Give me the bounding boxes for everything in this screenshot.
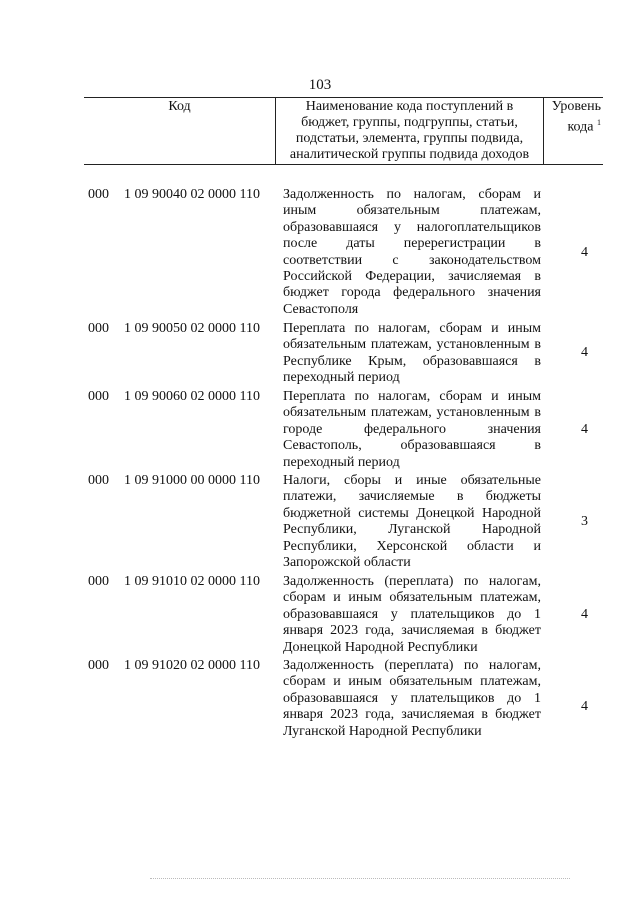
revenue-name: Переплата по налогам, сборам и иным обязательным платежам, установленным в городе федерального значения Севастополь, образовавшаяся в переходный период — [283, 389, 541, 470]
revenue-code: 1 09 91020 02 0000 110 — [124, 658, 260, 673]
revenue-name: Налоги, сборы и иные обязательные платежи, зачисляемые в бюджеты бюджетной системы Донецкой Народной Республики, Луганской Народной Республики, Херсонской области и Запорожской области — [283, 473, 541, 571]
code-level: 4 — [581, 345, 588, 360]
code-level: 4 — [581, 699, 588, 714]
table-row — [84, 321, 603, 389]
admin-code: 000 — [88, 473, 109, 488]
revenue-name: Задолженность (переплата) по налогам, сборам и иным обязательным платежам, образовавшаяся у плательщиков до 1 января 2023 года, зачисляемая в бюджет Луганской Народной Республики — [283, 658, 541, 739]
table-header — [84, 97, 603, 165]
table-row — [84, 187, 603, 322]
revenue-code: 1 09 90050 02 0000 110 — [124, 321, 260, 336]
table-row — [84, 658, 603, 759]
revenue-code: 1 09 91000 00 0000 110 — [124, 473, 260, 488]
header-name-line: аналитической группы подвида доходов — [289, 147, 530, 162]
footnote-marker: 1 — [597, 118, 601, 127]
admin-code: 000 — [88, 321, 109, 336]
header-code: Код — [84, 98, 276, 164]
admin-code: 000 — [88, 389, 109, 404]
page-number: 103 — [308, 77, 332, 93]
revenue-name: Переплата по налогам, сборам и иным обязательным платежам, установленным в Республике Крым, образовавшаяся в переходный период — [283, 321, 541, 386]
admin-code: 000 — [88, 574, 109, 589]
scan-artifact-line — [150, 878, 570, 880]
code-level: 4 — [581, 422, 588, 437]
revenue-code: 1 09 91010 02 0000 110 — [124, 574, 260, 589]
code-level: 4 — [581, 245, 588, 260]
revenue-name: Задолженность по налогам, сборам и иным обязательным платежам, образовавшаяся у налогоплательщиков после даты перерегистрации в соответствии с законодательством Российской Федерации, зачисляемая в бюджет города федерального значения Севастополя — [283, 187, 541, 317]
code-level: 4 — [581, 607, 588, 622]
revenue-code: 1 09 90060 02 0000 110 — [124, 389, 260, 404]
table-row — [84, 473, 603, 574]
header-name-line: бюджет, группы, подгруппы, статьи, — [301, 115, 518, 130]
header-level-line: Уровень — [551, 99, 601, 114]
header-level-word: кода — [567, 119, 594, 135]
header-name-line: Наименование кода поступлений в — [305, 99, 514, 114]
code-level: 3 — [581, 514, 588, 529]
admin-code: 000 — [88, 658, 109, 673]
header-level — [544, 98, 603, 164]
header-name-line: подстатьи, элемента, группы подвида, — [295, 131, 524, 146]
table-row — [84, 389, 603, 473]
admin-code: 000 — [88, 187, 109, 202]
revenue-name: Задолженность (переплата) по налогам, сборам и иным обязательным платежам, образовавшаяся у плательщиков до 1 января 2023 года, зачисляемая в бюджет Донецкой Народной Республики — [283, 574, 541, 655]
table-row — [84, 574, 603, 658]
header-name — [276, 98, 544, 164]
header-level-line — [544, 115, 601, 136]
revenue-code: 1 09 90040 02 0000 110 — [124, 187, 260, 202]
